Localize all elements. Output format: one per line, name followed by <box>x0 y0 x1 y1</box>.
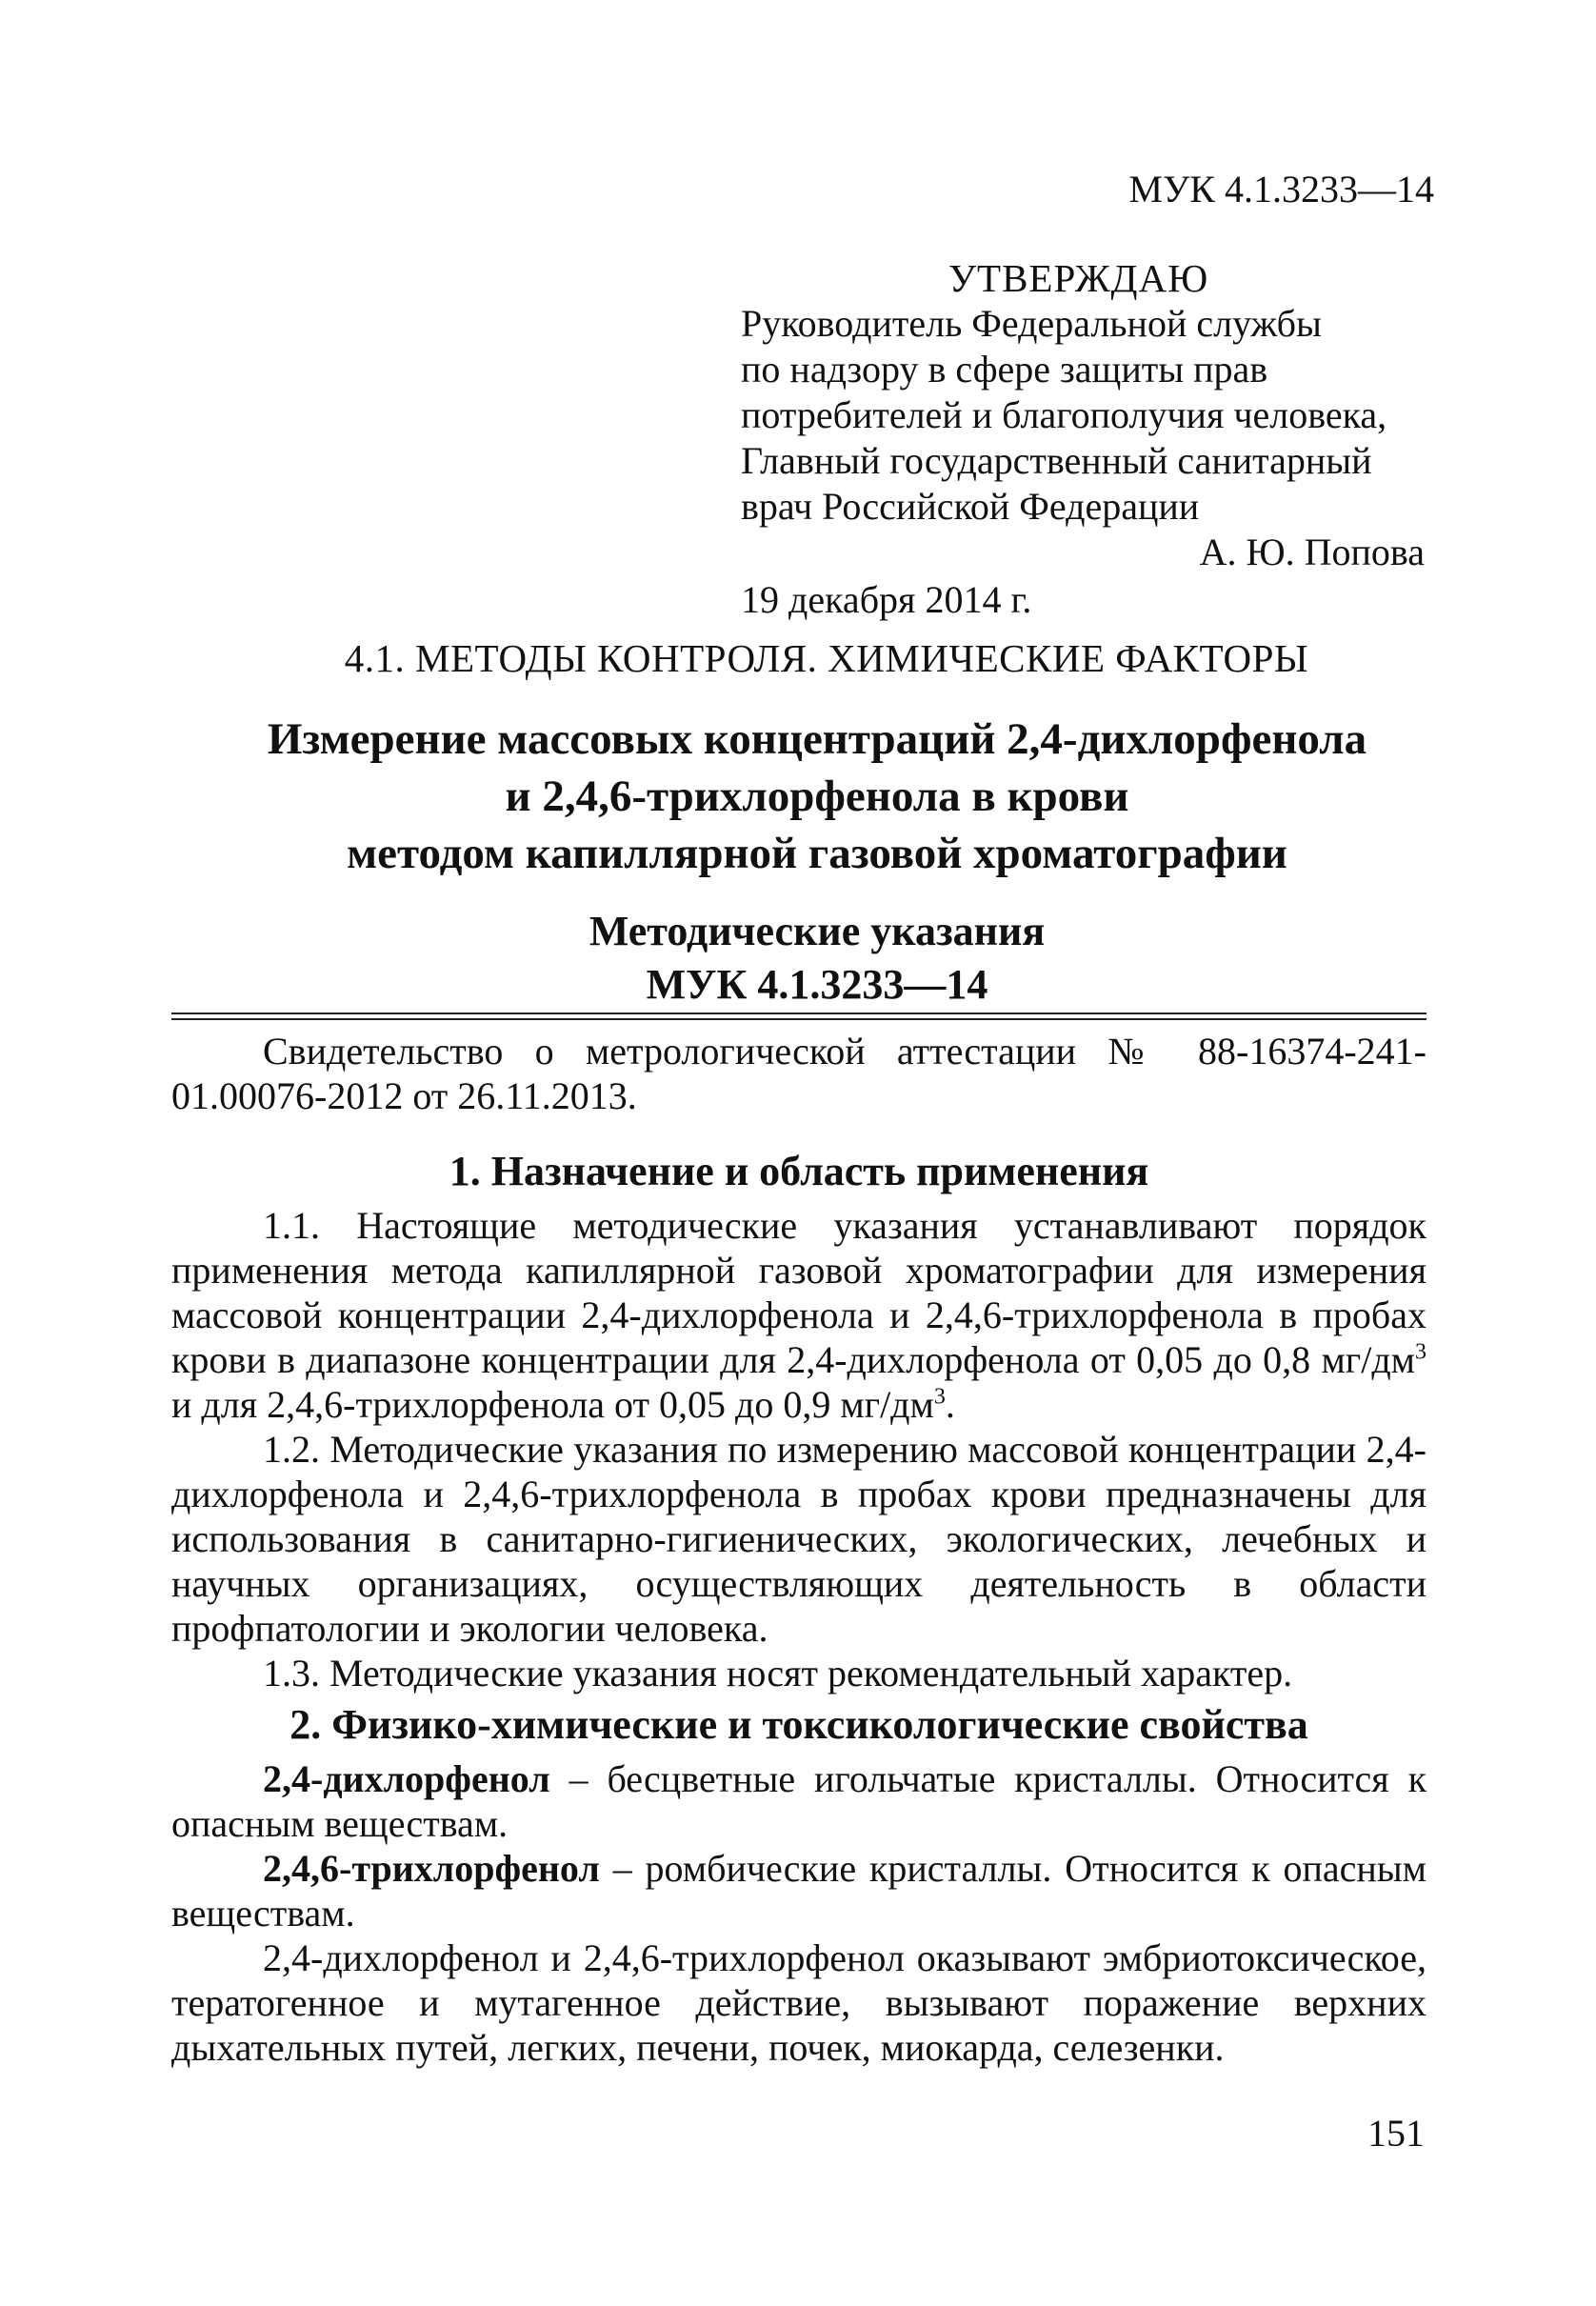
section-heading: 2. Физико-химические и токсикологические свойства <box>289 1701 1308 1748</box>
title-line: Измерение массовых концентраций 2,4-дихлорфенола <box>267 714 1367 764</box>
page-number: 151 <box>1367 2112 1425 2155</box>
approval-line: Руководитель Федеральной службы <box>741 302 1322 345</box>
document-subtitle <box>0 905 1596 1012</box>
document-title <box>0 711 1596 882</box>
title-line: методом капиллярной газовой хроматографии <box>347 829 1287 878</box>
approval-line: Главный государственный санитарный <box>741 439 1372 482</box>
section-classification: 4.1. МЕТОДЫ КОНТРОЛЯ. ХИМИЧЕСКИЕ ФАКТОРЫ <box>344 636 1309 680</box>
approval-date: 19 декабря 2014 г. <box>741 578 1032 621</box>
superscript: 3 <box>933 1384 946 1410</box>
paragraph-1-1 <box>171 1203 1426 1427</box>
subtitle-line: Методические указания <box>589 908 1046 954</box>
divider-rule <box>171 1018 1426 1020</box>
approval-line: по надзору в сфере защиты прав <box>741 348 1268 391</box>
approval-block <box>741 255 1426 623</box>
paragraph-text: 1.1. Настоящие методические указания устанавливают порядок применения метода капиллярной газовой хроматографии для измерения массовой концентрации 2,4-дихлорфенола и 2,4,6-трихлорфенола в пробах крови в диапазоне концентрации для 2,4-дихлорфенола от 0,05 до 0,8 мг/дм <box>171 1204 1426 1381</box>
approval-line: врач Российской Федерации <box>741 485 1200 528</box>
paragraph-1-2: 1.2. Методические указания по измерению массовой концентрации 2,4-дихлорфенола и 2,4,6-трихлорфенола в пробах крови предназначены для использования в санитарно-гигиенических, экологических, лечебных и научных организациях, осуществляющих деятельность в области профпатологии и экологии человека. <box>171 1428 1426 1650</box>
paragraph-1-3: 1.3. Методические указания носят рекомендательный характер. <box>263 1652 1293 1694</box>
superscript: 3 <box>1415 1339 1426 1365</box>
section-2 <box>171 1685 1426 2070</box>
approval-signer: А. Ю. Попова <box>1199 531 1425 573</box>
term: 2,4-дихлорфенол <box>263 1757 550 1800</box>
section-1 <box>171 1132 1426 1695</box>
subtitle-line: МУК 4.1.3233—14 <box>646 961 988 1008</box>
approval-line: потребителей и благополучия человека, <box>741 393 1387 436</box>
section-heading: 1. Назначение и область применения <box>449 1148 1149 1194</box>
divider-rule <box>171 1013 1426 1014</box>
certificate-text: Свидетельство о метрологической аттестации № 88-16374-241-01.00076-2012 от 26.11.2013. <box>171 1030 1426 1117</box>
approval-title: УТВЕРЖДАЮ <box>948 256 1209 300</box>
paragraph-text: – бесцветные игольчатые кристаллы. Относится к опасным веществам. <box>171 1757 1426 1845</box>
paragraph-2-2 <box>171 1846 1426 1935</box>
paragraph-text: – ромбические кристаллы. Относится к опасным веществам. <box>171 1847 1426 1935</box>
paragraph-text: . <box>945 1383 955 1426</box>
term: 2,4,6-трихлорфенол <box>263 1847 600 1890</box>
certificate-paragraph <box>171 1029 1426 1118</box>
paragraph-2-1 <box>171 1756 1426 1846</box>
title-line: и 2,4,6-трихлорфенола в крови <box>505 772 1129 821</box>
paragraph-2-3: 2,4-дихлорфенол и 2,4,6-трихлорфенол оказывают эмбриотоксическое, тератогенное и мутагенное действие, вызывают поражение верхних дыхательных путей, легких, печени, почек, миокарда, селезенки. <box>171 1936 1426 2069</box>
document-code-header: МУК 4.1.3233—14 <box>1128 168 1434 211</box>
paragraph-text: и для 2,4,6-трихлорфенола от 0,05 до 0,9 мг/дм <box>171 1383 934 1426</box>
